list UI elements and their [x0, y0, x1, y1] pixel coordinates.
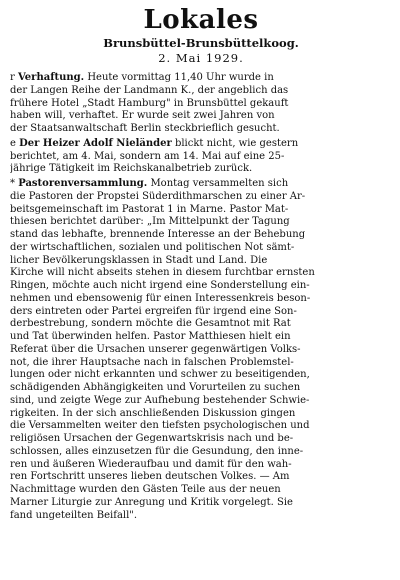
article-line: stand das lebhafte, brennende Interesse an der Behebung — [10, 229, 306, 240]
article-line: fand ungeteilten Beifall". — [10, 509, 138, 521]
article-lead: Verhaftung. — [17, 72, 85, 83]
article-lead: Der Heizer Adolf Nieländer — [19, 137, 172, 149]
article-line: licher Bevölkerungsklassen in Stadt und Land. Die — [10, 254, 268, 266]
article-line: Marner Liturgie zur Anregung und Kritik vorgelegt. Sie — [10, 496, 293, 508]
article-line: Nachmittage wurden den Gästen Teile aus der neuen — [10, 484, 281, 495]
article-heizer — [10, 138, 392, 176]
article-line: die Pastoren der Propstei Süderdithmarschen zu einer Ar- — [10, 190, 306, 202]
article-line: * Pastorenversammlung. Montag versammelten sich — [10, 178, 289, 189]
article-line: berichtet, am 4. Mai, sondern am 14. Mai auf eine 25- — [10, 150, 285, 162]
article-pastorenversammlung — [10, 178, 392, 522]
article-lead: Pastorenversammlung. — [18, 178, 148, 189]
article-line: ren und äußeren Wiederaufbau und damit für den wah- — [10, 458, 292, 470]
article-line: ren Fortschritt unseres lieben deutschen Volkes. — Am — [10, 471, 290, 483]
article-line: rigkeiten. In der sich anschließenden Diskussion gingen — [10, 407, 296, 419]
article-line: haben will, verhaftet. Er wurde seit zwei Jahren von — [10, 110, 275, 122]
article-line: thiesen berichtet darüber: „Im Mittelpunkt der Tagung — [10, 216, 290, 228]
article-line: lungen oder nicht erkannten und schwer zu beseitigenden, — [10, 369, 310, 381]
section-title: Lokales — [143, 5, 259, 35]
article-line: der wirtschaftlichen, sozialen und politischen Not sämt- — [10, 241, 295, 253]
article-line: jährige Tätigkeit im Reichskanalbetrieb zurück. — [10, 163, 253, 175]
article-line: der Staatsanwaltschaft Berlin steckbrieflich gesucht. — [10, 123, 280, 134]
article-line: die Versammelten weiter den tiefsten psychologischen und — [10, 420, 310, 432]
issue-date: 2. Mai 1929. — [158, 51, 244, 65]
article-line: Ringen, möchte auch nicht irgend eine Sonderstellung ein- — [10, 280, 310, 291]
article-line: und Tat überwinden helfen. Pastor Matthiesen hielt ein — [10, 331, 291, 342]
article-line: ders eintreten oder Partei ergreifen für irgend eine Son- — [10, 305, 297, 317]
article-line: religiösen Ursachen der Gegenwartskrisis nach und be- — [10, 433, 294, 444]
dateline: Brunsbüttel-Brunsbüttelkoog. — [103, 36, 299, 50]
article-line: frühere Hotel „Stadt Hamburg" in Brunsbüttel gekauft — [10, 97, 289, 109]
article-line: der Langen Reihe der Landmann K., der angeblich das — [10, 84, 289, 96]
article-line: e Der Heizer Adolf Nieländer blickt nicht, wie gestern — [10, 137, 299, 149]
article-line: beitsgemeinschaft im Pastorat 1 in Marne. Pastor Mat- — [10, 203, 289, 215]
article-line: Kirche will nicht abseits stehen in diesem furchtbar ernsten — [10, 267, 315, 279]
article-line: sind, und zeigte Wege zur Aufhebung bestehender Schwie- — [10, 394, 310, 406]
article-line: derbestrebung, sondern möchte die Gesamtnot mit Rat — [10, 318, 291, 330]
article-line: not, die ihrer Hauptsache nach in falschen Problemstel- — [10, 356, 294, 368]
article-line: r Verhaftung. Heute vormittag 11,40 Uhr wurde in — [10, 72, 274, 83]
article-line: schlossen, alles einzusetzen für die Gesundung, den inne- — [10, 445, 304, 457]
article-verhaftung — [10, 72, 392, 136]
article-line: Referat über die Ursachen unserer gegenwärtigen Volks- — [10, 343, 301, 355]
article-line: schädigenden Abhängigkeiten und Vorurteilen zu suchen — [10, 382, 301, 393]
article-line: nehmen und ebensowenig für einen Interessenkreis beson- — [10, 292, 311, 304]
